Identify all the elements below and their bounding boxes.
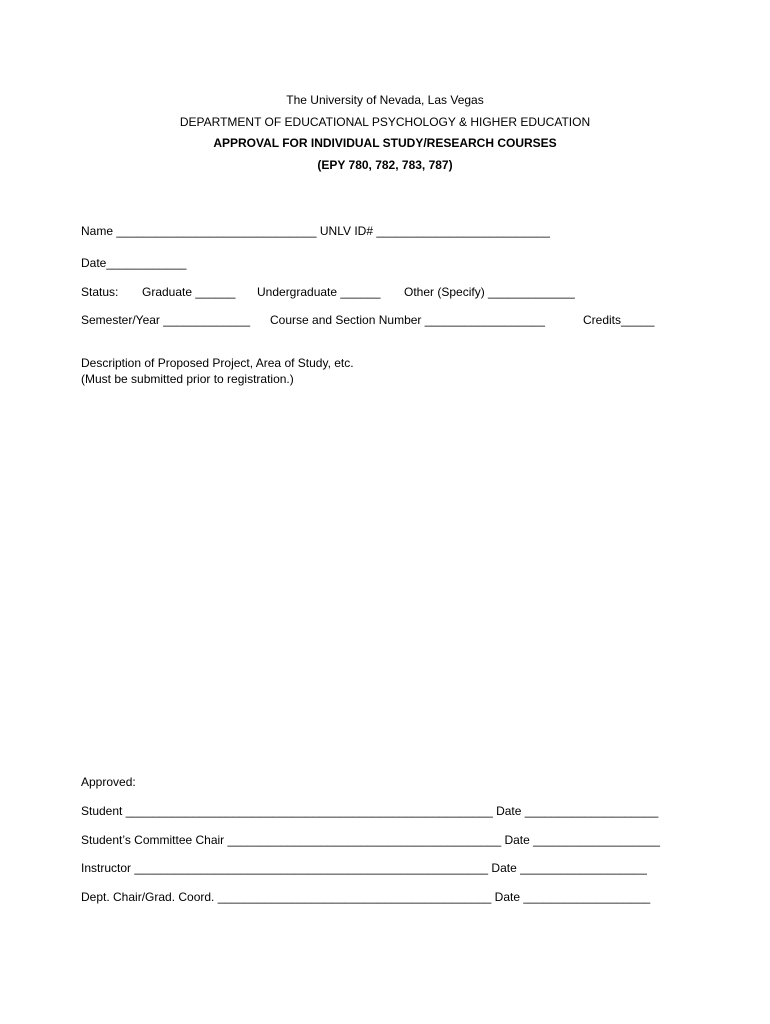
dept-chair-signature-line[interactable]: Dept. Chair/Grad. Coord. _________________________________________ Date ___________________	[81, 890, 651, 904]
form-title: APPROVAL FOR INDIVIDUAL STUDY/RESEARCH COURSES	[213, 136, 557, 150]
instructor-signature-line[interactable]: Instructor _____________________________________________________ Date ___________________	[81, 861, 647, 875]
status-label: Status:	[81, 285, 119, 299]
semester-year-field[interactable]: Semester/Year _____________	[81, 313, 251, 327]
date-field[interactable]: Date____________	[81, 256, 187, 270]
approved-heading: Approved:	[81, 775, 136, 789]
student-signature-line[interactable]: Student _______________________________________________________ Date ____________________	[81, 804, 659, 818]
credits-field[interactable]: Credits_____	[583, 313, 655, 327]
status-graduate-field[interactable]: Graduate ______	[142, 285, 236, 299]
committee-chair-signature-line[interactable]: Student’s Committee Chair _________________________________________ Date ___________________	[81, 833, 660, 847]
description-note: (Must be submitted prior to registration.)	[81, 372, 294, 386]
status-undergraduate-field[interactable]: Undergraduate ______	[257, 285, 381, 299]
description-label: Description of Proposed Project, Area of Study, etc.	[81, 356, 354, 370]
course-section-field[interactable]: Course and Section Number __________________	[270, 313, 545, 327]
status-other-field[interactable]: Other (Specify) _____________	[404, 285, 575, 299]
university-name: The University of Nevada, Las Vegas	[286, 93, 484, 107]
department-name: DEPARTMENT OF EDUCATIONAL PSYCHOLOGY & HIGHER EDUCATION	[179, 115, 591, 129]
name-id-field[interactable]: Name ______________________________ UNLV ID# __________________________	[81, 224, 550, 238]
course-codes: (EPY 780, 782, 783, 787)	[317, 158, 453, 172]
